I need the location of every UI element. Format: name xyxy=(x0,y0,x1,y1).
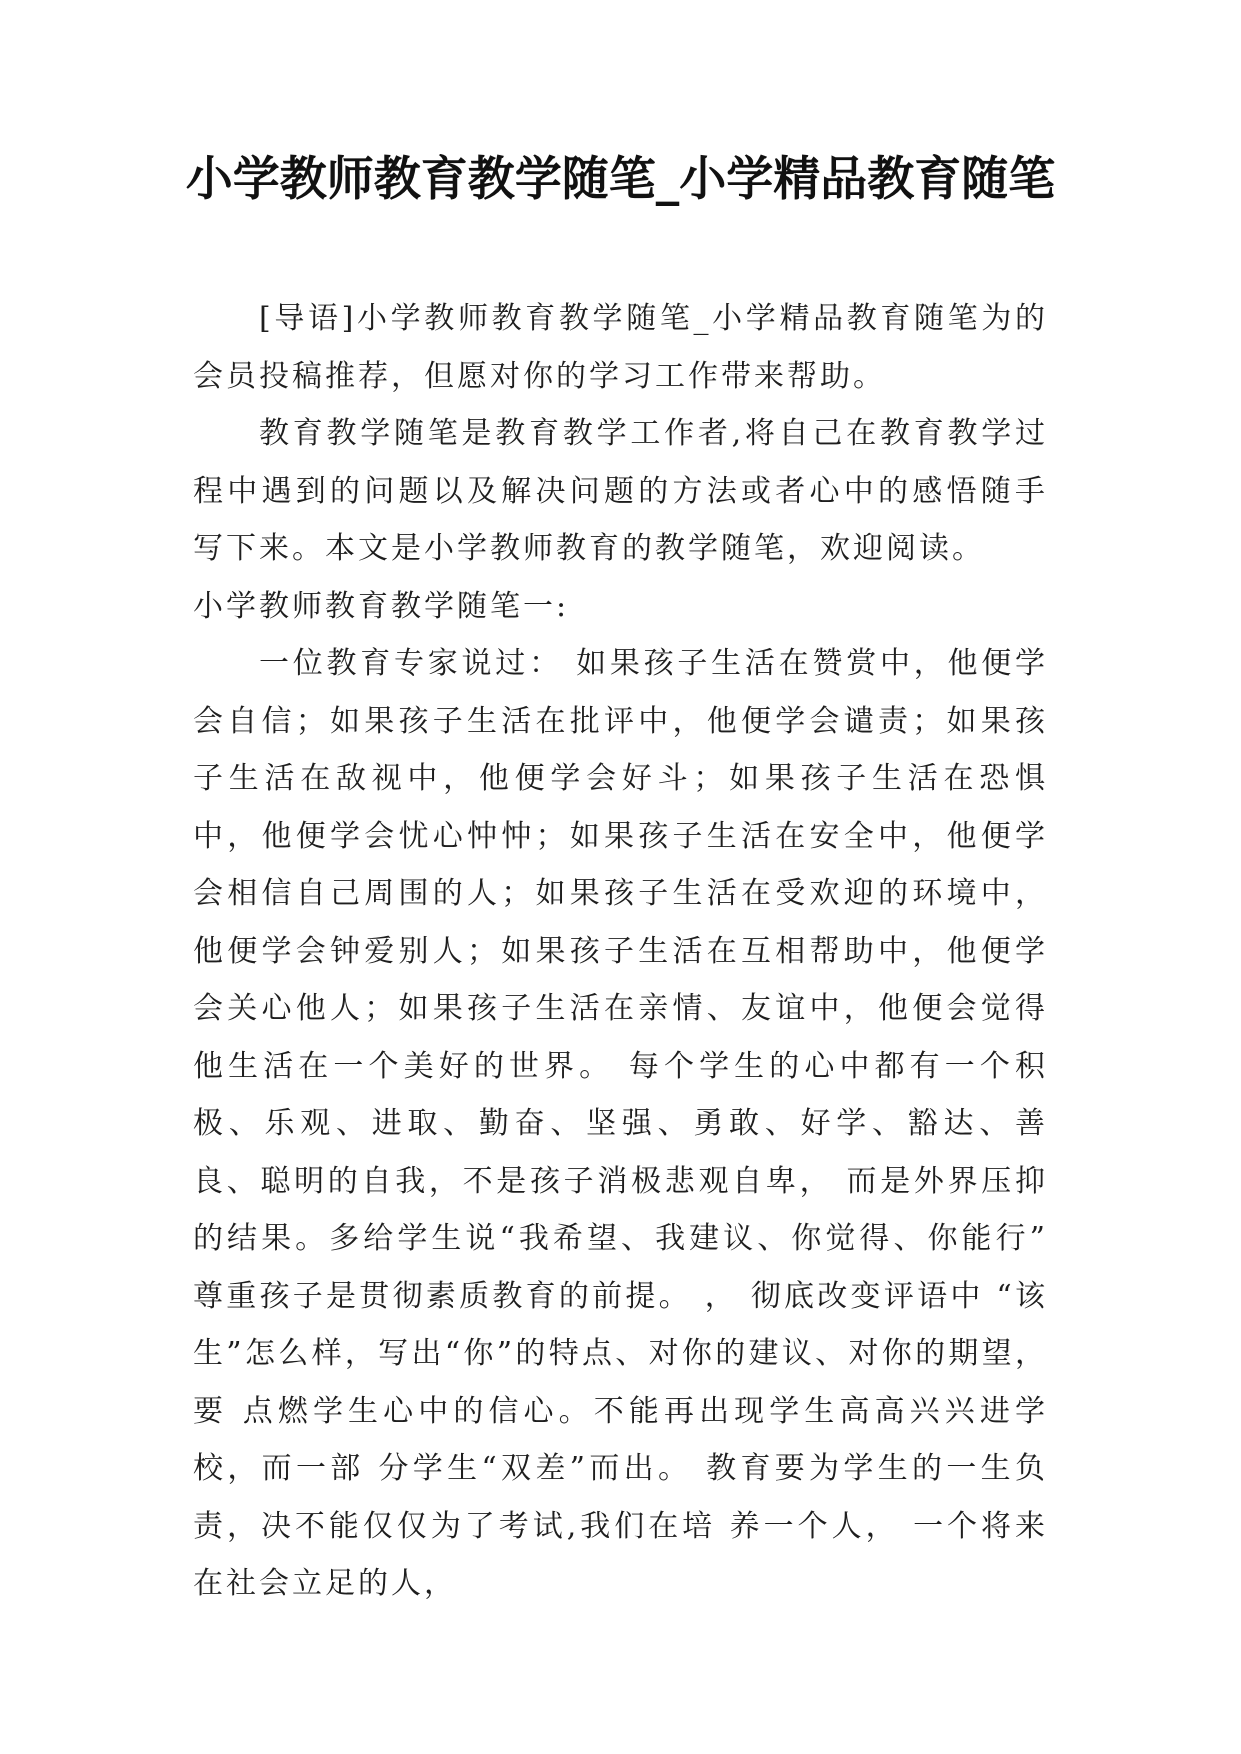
intro-paragraph: [导语]小学教师教育教学随笔_小学精品教育随笔为的会员投稿推荐，但愿对你的学习工作带来帮助。 xyxy=(193,301,1048,394)
document-title: 小学教师教育教学随笔_小学精品教育随笔 xyxy=(185,152,1056,207)
section-heading: 小学教师教育教学随笔一: xyxy=(193,588,570,624)
document-body xyxy=(193,290,1048,1613)
summary-paragraph: 教育教学随笔是教育教学工作者,将自己在教育教学过程中遇到的问题以及解决问题的方法或者心中的感悟随手写下来。本文是小学教师教育的教学随笔，欢迎阅读。 xyxy=(193,416,1048,566)
body-paragraph: 一位教育专家说过： 如果孩子生活在赞赏中，他便学会自信；如果孩子生活在批评中，他便学会谴责；如果孩子生活在敌视中，他便学会好斗；如果孩子生活在恐惧中，他便学会忧心忡忡；如果孩子生活在安全中，他便学会相信自己周围的人；如果孩子生活在受欢迎的环境中，他便学会钟爱别人；如果孩子生活在互相帮助中，他便学会关心他人；如果孩子生活在亲情、友谊中，他便会觉得他生活在一个美好的世界。 每个学生的心中都有一个积极、乐观、进取、勤奋、坚强、勇敢、好学、豁达、善良、聪明的自我，不是孩子消极悲观自卑， 而是外界压抑的结果。多给学生说“我希望、我建议、你觉得、你能行” 尊重孩子是贯彻素质教育的前提。 ， 彻底改变评语中 “该 生”怎么样，写出“你”的特点、对你的建议、对你的期望，要 点燃学生心中的信心。不能再出现学生高高兴兴进学校，而一部 分学生“双差”而出。 教育要为学生的一生负责，决不能仅仅为了考试,我们在培 养一个人， 一个将来在社会立足的人， xyxy=(193,646,1048,1601)
